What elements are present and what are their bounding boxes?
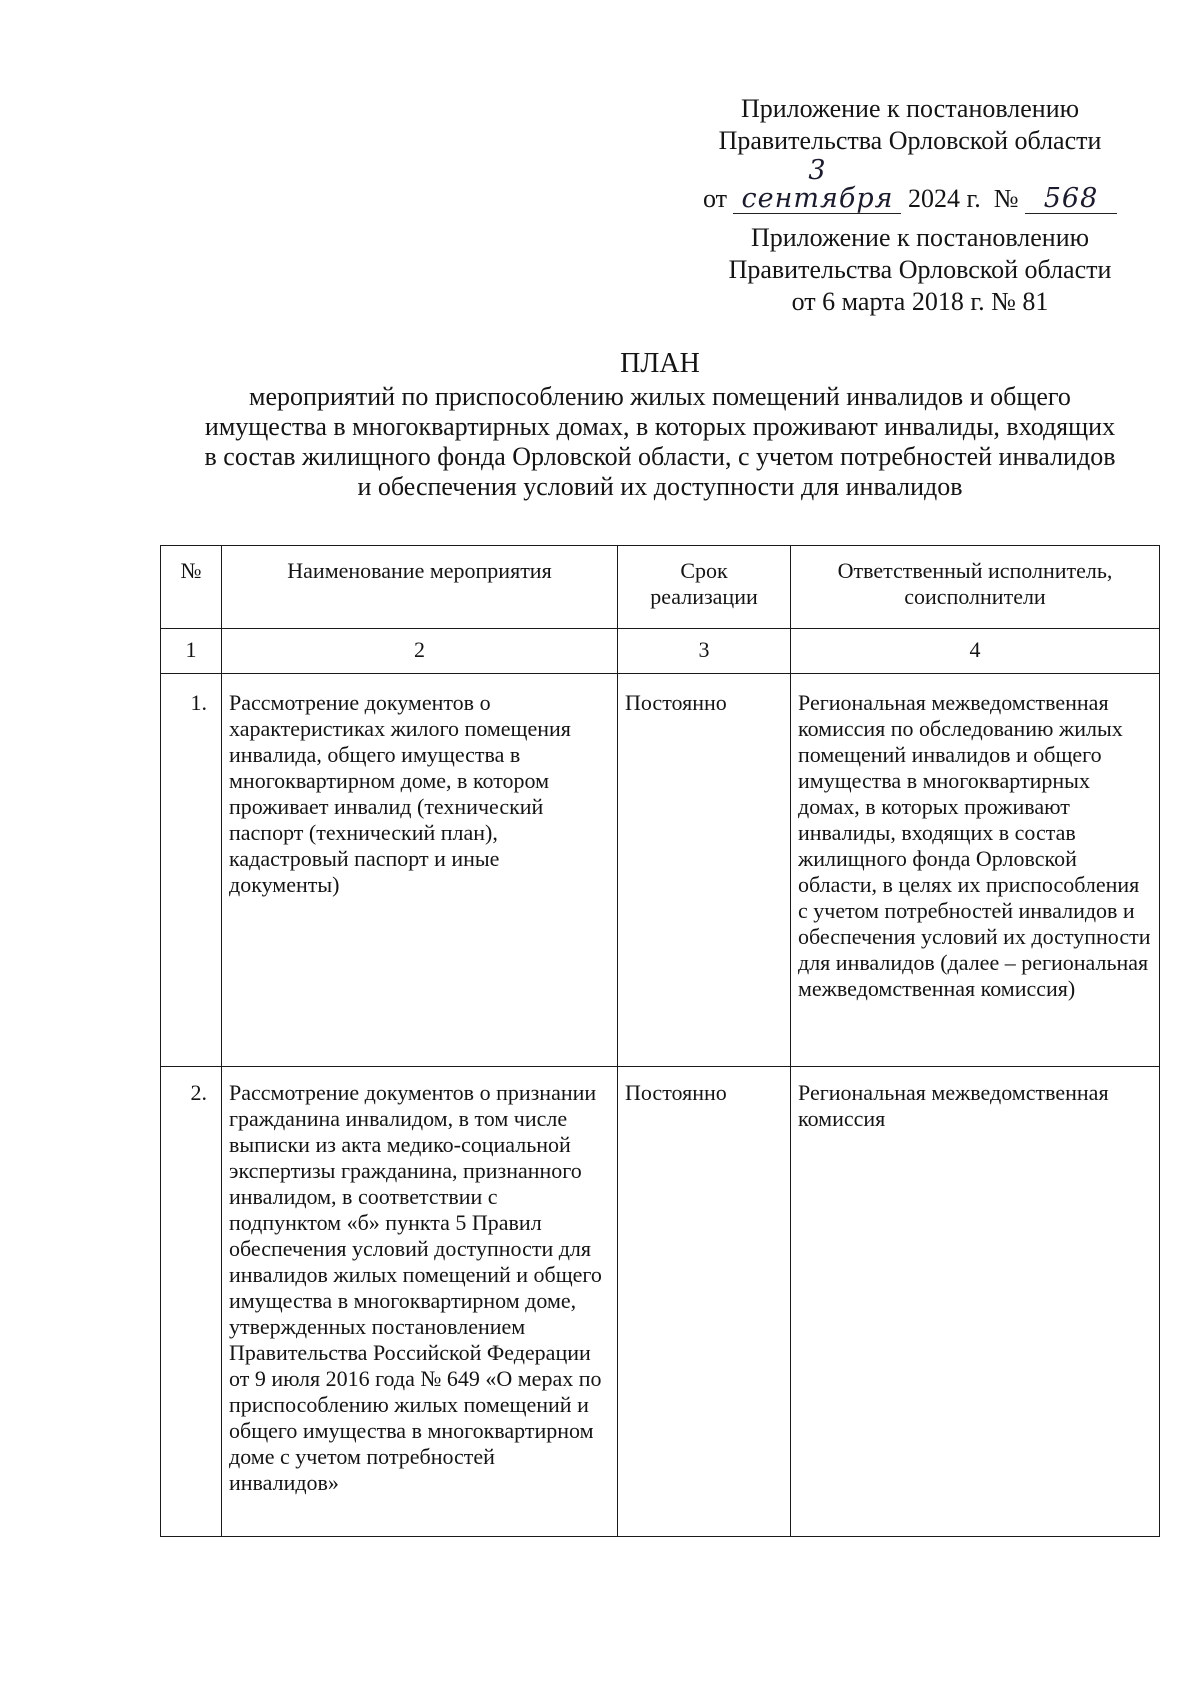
title-line-4: и обеспечения условий их доступности для инвалидов — [357, 472, 963, 501]
column-number: 2 — [222, 629, 618, 674]
title-heading: ПЛАН — [620, 348, 700, 379]
row-executor: Региональная межведомственная комиссия по обследованию жилых помещений инвалидов и общего имущества в многоквартирных домах, в которых проживают инвалиды, входящих в состав жилищного фонда Орловской области, в целях их приспособления с учетом потребностей инвалидов и обеспечения условий их доступности для инвалидов (далее – региональная межведомственная комиссия) — [791, 674, 1160, 1067]
number-label: № — [993, 184, 1019, 213]
title-line-3: в состав жилищного фонда Орловской области, с учетом потребностей инвалидов — [204, 442, 1116, 471]
row-term: Постоянно — [618, 1067, 791, 1537]
date-year: 2024 г. — [907, 184, 981, 213]
appendix-header-old — [700, 222, 1140, 318]
document-title — [150, 348, 1170, 502]
appendix-header-new — [690, 93, 1130, 215]
column-number: 1 — [161, 629, 222, 674]
row-activity: Рассмотрение документов о признании гражданина инвалидом, в том числе выписки из акта медико-социальной экспертизы гражданина, признанного инвалидом, в соответствии с подпунктом «б» пункта 5 Правил обеспечения условий доступности для инвалидов жилых помещений и общего имущества в многоквартирном доме, утвержденных постановлением Правительства Российской Федерации от 9 июля 2016 года № 649 «О мерах по приспособлению жилых помещений и общего имущества в многоквартирном доме с учетом потребностей инвалидов» — [222, 1067, 618, 1537]
row-number: 2. — [161, 1067, 222, 1537]
table-row — [161, 674, 1160, 1067]
appendix-line-2: Правительства Орловской области — [718, 126, 1102, 155]
appendix-date-line — [690, 157, 1130, 215]
row-activity: Рассмотрение документов о характеристиках жилого помещения инвалида, общего имущества в многоквартирном доме, в котором проживает инвалид (технический паспорт (технический план), кадастровый паспорт и иные документы) — [222, 674, 618, 1067]
title-line-1: мероприятий по приспособлению жилых помещений инвалидов и общего — [249, 382, 1071, 411]
row-number: 1. — [161, 674, 222, 1067]
title-line-2: имущества в многоквартирных домах, в которых проживают инвалиды, входящих — [204, 412, 1116, 441]
column-number-row — [161, 629, 1160, 674]
row-executor: Региональная межведомственная комиссия — [791, 1067, 1160, 1537]
column-number: 4 — [791, 629, 1160, 674]
column-number: 3 — [618, 629, 791, 674]
table-header-row — [161, 546, 1160, 629]
header-executor: Ответственный исполнитель, соисполнители — [791, 546, 1160, 629]
plan-table — [160, 545, 1160, 1537]
appendix-old-line-1: Приложение к постановлению — [750, 223, 1090, 252]
table-row — [161, 1067, 1160, 1537]
header-term: Срок реализации — [618, 546, 791, 629]
appendix-old-line-3: от 6 марта 2018 г. № 81 — [791, 287, 1049, 316]
handwritten-number: 568 — [1025, 185, 1117, 214]
header-number: № — [161, 546, 222, 629]
date-prefix: от — [702, 184, 727, 213]
row-term: Постоянно — [618, 674, 791, 1067]
appendix-line-1: Приложение к постановлению — [740, 94, 1080, 123]
appendix-old-line-2: Правительства Орловской области — [728, 255, 1112, 284]
handwritten-date: 3 сентября — [733, 157, 901, 214]
header-activity: Наименование мероприятия — [222, 546, 618, 629]
